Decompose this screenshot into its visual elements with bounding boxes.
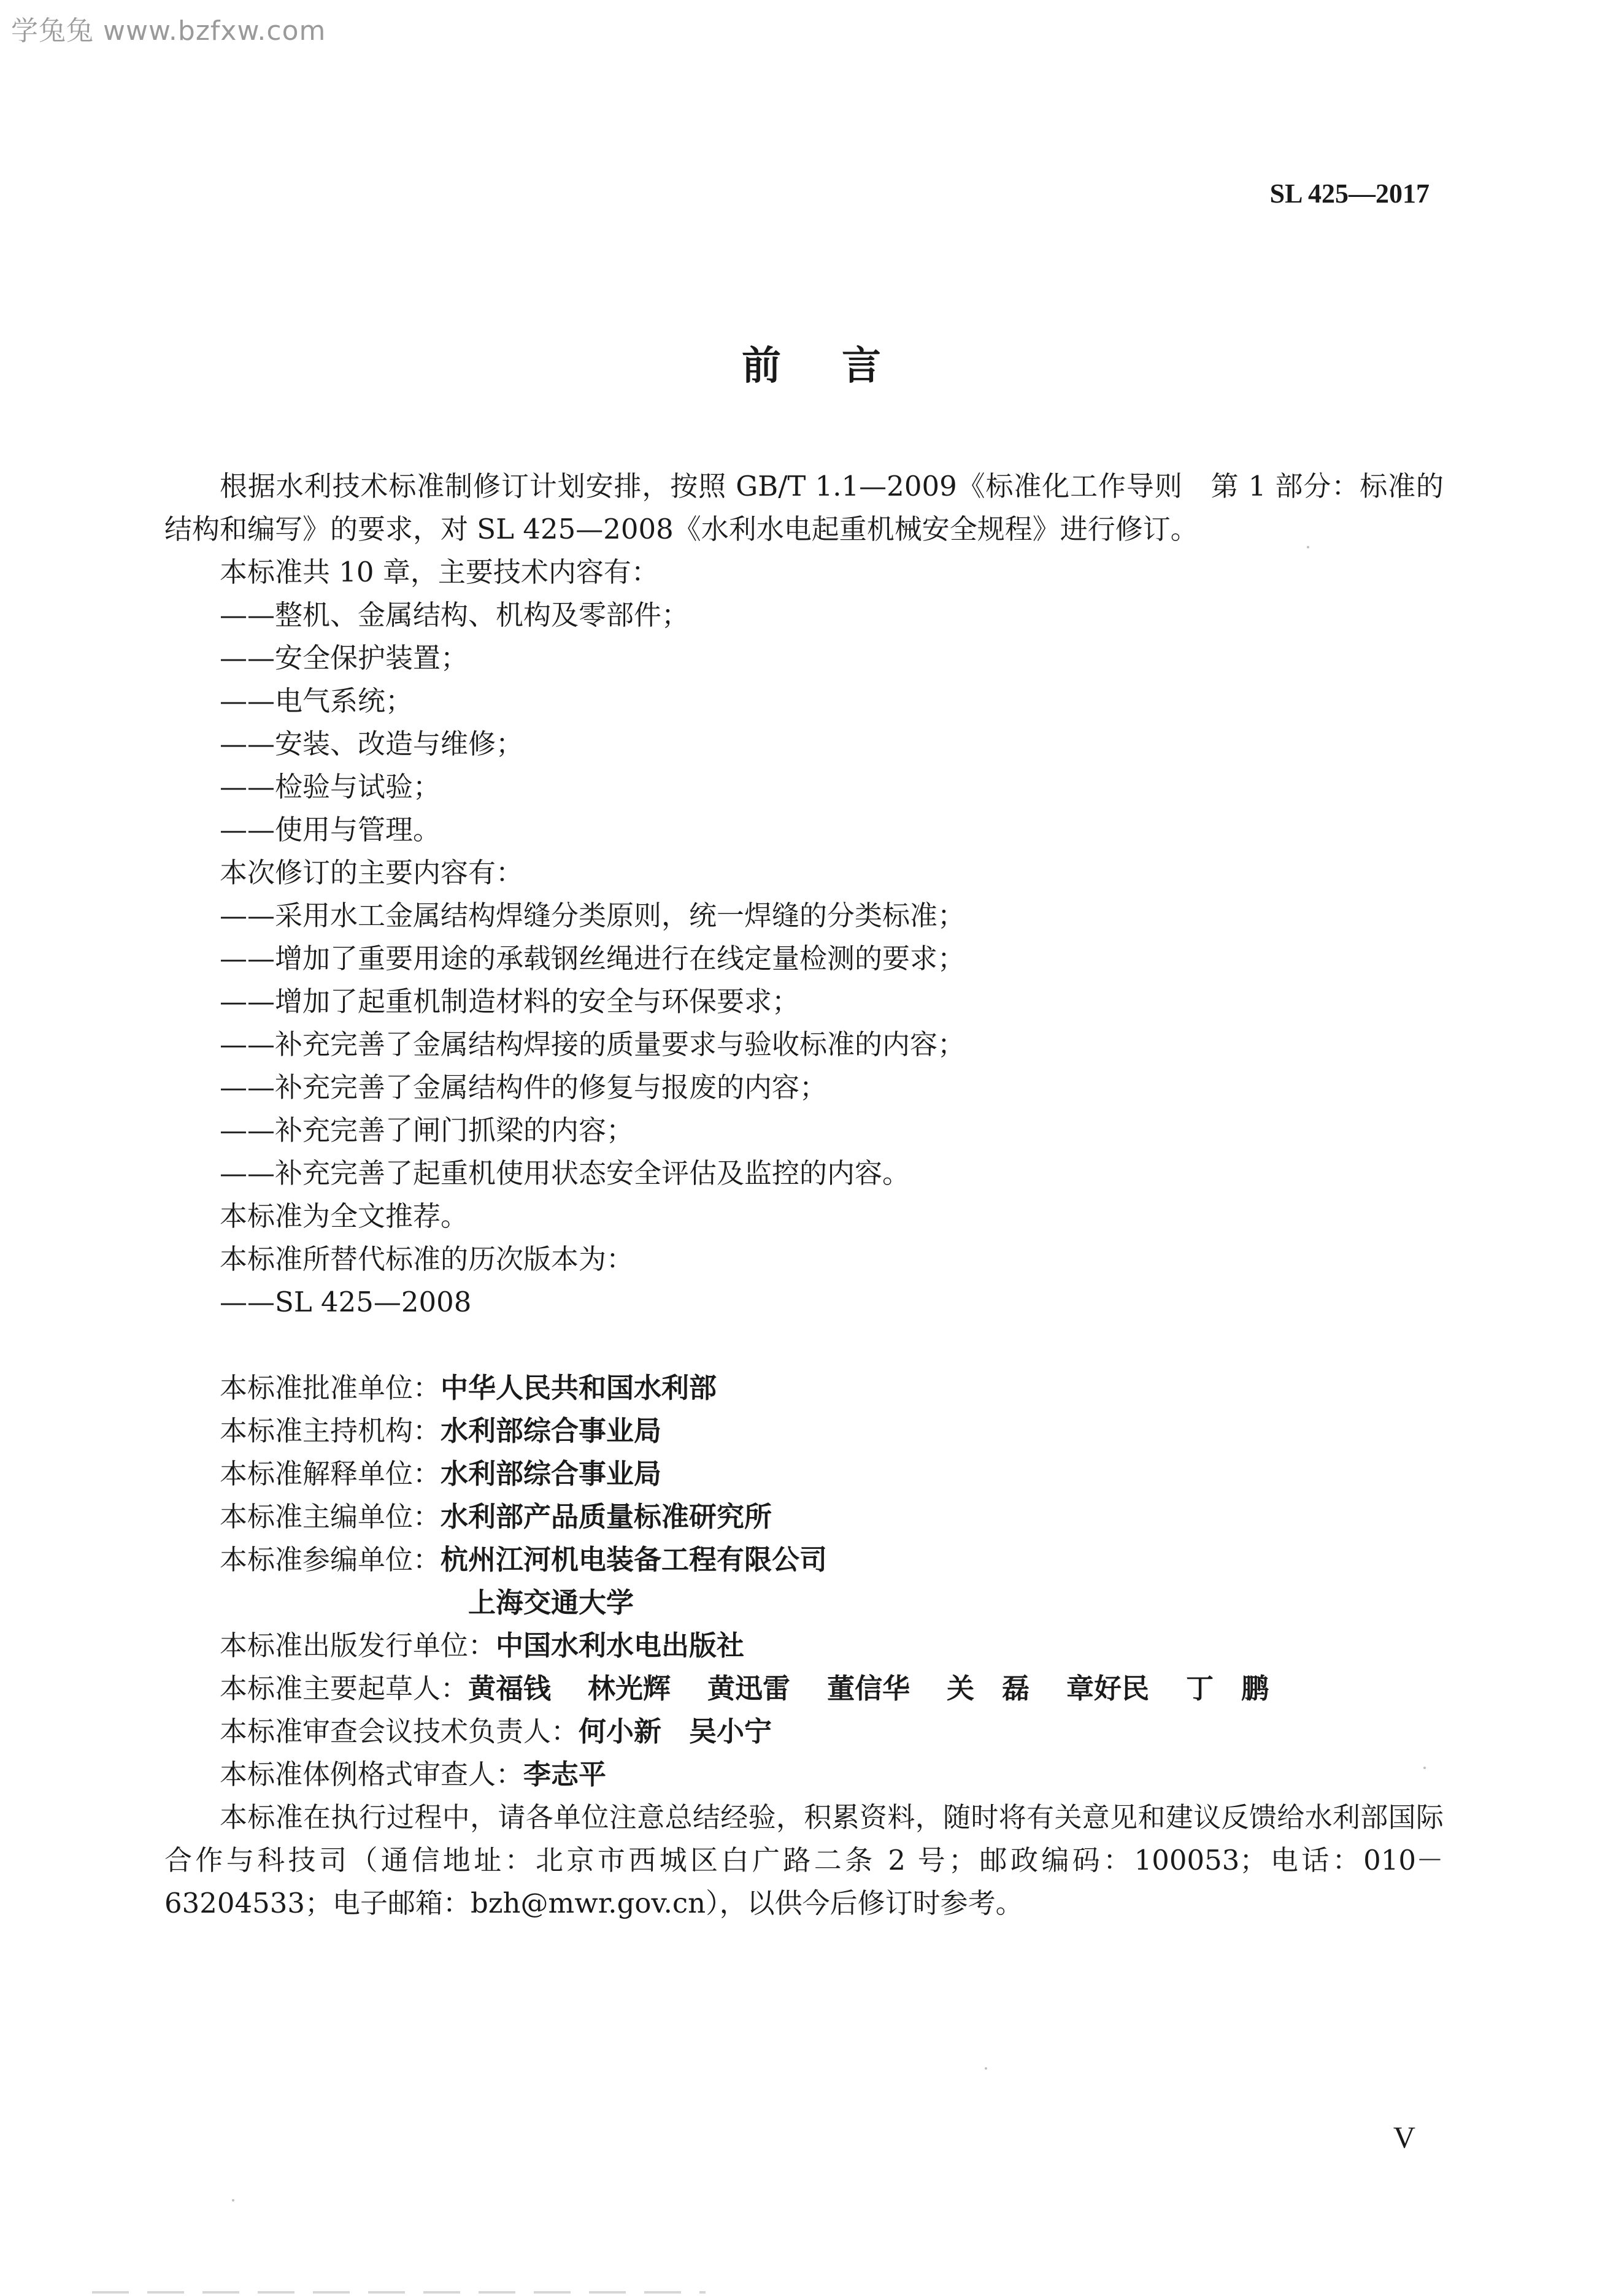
chief-editor-label: 本标准主编单位： [220,1500,441,1533]
format-reviewer-value: 李志平 [523,1758,607,1791]
drafter-name: 董信华 [827,1672,910,1705]
revision-item: ——增加了重要用途的承载钢丝绳进行在线定量检测的要求； [220,942,966,975]
chapter-item: ——检验与试验； [220,770,441,803]
revision-item: ——补充完善了起重机使用状态安全评估及监控的内容。 [220,1157,910,1189]
drafter-name: 黄迅雷 [707,1672,791,1705]
chapters-intro: 本标准共 10 章，主要技术内容有： [220,556,659,588]
interpret-label: 本标准解释单位： [220,1457,441,1490]
revision-item: ——补充完善了金属结构焊接的质量要求与验收标准的内容； [220,1028,966,1061]
preface-body [164,465,1444,1925]
revision-item: ——采用水工金属结构焊缝分类原则，统一焊缝的分类标准； [220,899,966,932]
publisher-row [164,1624,1444,1667]
host-label: 本标准主持机构： [220,1415,441,1447]
spacer [164,1324,1444,1367]
scan-speck [1423,1767,1426,1769]
recommendation-text: 本标准为全文推荐。 [220,1200,469,1232]
format-reviewer-row [164,1753,1444,1796]
scan-edge [92,2291,706,2294]
reviewer-label: 本标准审查会议技术负责人： [220,1715,579,1748]
page-number: V [1393,2120,1415,2154]
chapter-item: ——安装、改造与维修； [220,728,524,760]
replaced-intro: 本标准所替代标准的历次版本为： [220,1243,634,1275]
approval-row [164,1367,1444,1410]
participating-label: 本标准参编单位： [220,1543,441,1576]
revision-item: ——补充完善了闸门抓梁的内容； [220,1114,634,1146]
chapter-item: ——使用与管理。 [220,813,441,846]
interpret-value: 水利部综合事业局 [441,1457,662,1490]
interpret-row [164,1453,1444,1495]
intro-paragraph: 根据水利技术标准制修订计划安排，按照 GB/T 1.1—2009《标准化工作导则 第 1 部分：标准的结构和编写》的要求，对 SL 425—2008《水利水电起重机械安全规程》进行修订。 [164,470,1444,545]
watermark-text: 学兔兔 www.bzfxw.com [11,15,326,47]
drafter-name: 关 磊 [947,1672,1030,1705]
replaced-item: ——SL 425—2008 [220,1286,472,1318]
scan-speck [985,2067,987,2070]
publisher-value: 中国水利水电出版社 [496,1629,745,1662]
drafter-name: 丁 鹏 [1186,1672,1269,1705]
chapter-item: ——安全保护装置； [220,642,469,674]
drafter-name: 林光辉 [588,1672,671,1705]
reviewer-value: 何小新 吴小宁 [579,1715,772,1748]
participating-value-2: 上海交通大学 [468,1586,634,1619]
revision-intro: 本次修订的主要内容有： [220,856,524,889]
revision-item: ——增加了起重机制造材料的安全与环保要求； [220,985,800,1018]
publisher-label: 本标准出版发行单位： [220,1629,496,1662]
page-title: 前 言 [741,344,883,389]
scan-speck [232,2199,234,2202]
chapter-item: ——电气系统； [220,685,414,717]
revision-item: ——补充完善了金属结构件的修复与报废的内容； [220,1071,828,1104]
participating-row [164,1538,1444,1581]
chief-editor-value: 水利部产品质量标准研究所 [441,1500,772,1533]
chapter-item: ——整机、金属结构、机构及零部件； [220,599,690,631]
approval-value: 中华人民共和国水利部 [441,1372,717,1404]
chief-editor-row [164,1495,1444,1538]
approval-label: 本标准批准单位： [220,1372,441,1404]
drafters-row [164,1667,1444,1710]
drafter-name: 章好民 [1066,1672,1150,1705]
reviewer-row [164,1710,1444,1753]
host-value: 水利部综合事业局 [441,1415,662,1447]
participating-value-1: 杭州江河机电装备工程有限公司 [441,1543,828,1576]
format-reviewer-label: 本标准体例格式审查人： [220,1758,524,1791]
drafters-label: 本标准主要起草人： [220,1672,469,1705]
closing-paragraph: 本标准在执行过程中，请各单位注意总结经验，积累资料，随时将有关意见和建议反馈给水利部国际合作与科技司（通信地址：北京市西城区白广路二条 2 号；邮政编码：100053；电话：010－63204533；电子邮箱：bzh@mwr.gov.cn），以供今后修订时参考。 [164,1801,1444,1919]
scan-speck [1307,546,1309,548]
document-code: SL 425—2017 [1269,179,1430,209]
host-row [164,1410,1444,1453]
drafter-name: 黄福钱 [468,1672,552,1705]
